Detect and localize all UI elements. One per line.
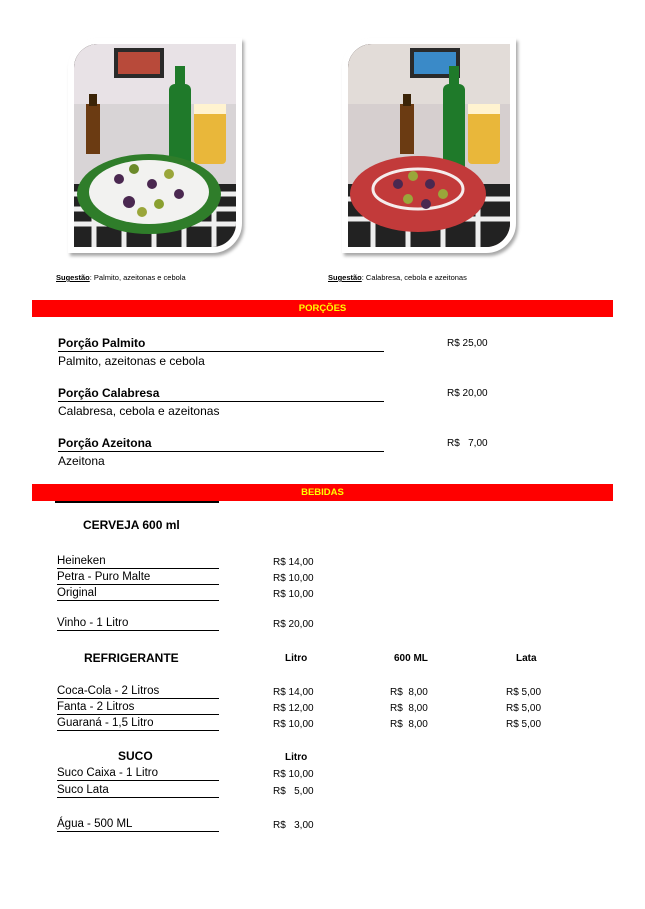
porcao-desc-azeitona: Azeitona — [58, 454, 105, 468]
suco-title: SUCO — [118, 749, 153, 763]
cerveja-item-heineken: Heineken — [57, 555, 219, 569]
refrigerante-guarana-lata: R$ 5,00 — [506, 719, 542, 730]
cerveja-price-petra: R$ 10,00 — [273, 573, 314, 584]
refrigerante-coca-lata: R$ 5,00 — [506, 687, 542, 698]
caption-right — [328, 273, 467, 282]
suco-price-lata: R$ 5,00 — [273, 786, 314, 797]
refrigerante-col-600ml: 600 ML — [394, 653, 428, 664]
cerveja-item-original: Original — [57, 587, 219, 601]
suco-item-caixa: Suco Caixa - 1 Litro — [57, 767, 219, 781]
cerveja-price-heineken: R$ 14,00 — [273, 557, 314, 568]
suco-col-litro: Litro — [285, 752, 308, 763]
photo-calabresa-plate — [342, 38, 516, 253]
refrigerante-guarana-litro: R$ 10,00 — [273, 719, 314, 730]
refrigerante-item-coca: Coca-Cola - 2 Litros — [57, 685, 219, 699]
refrigerante-fanta-litro: R$ 12,00 — [273, 703, 314, 714]
refrigerante-coca-litro: R$ 14,00 — [273, 687, 314, 698]
agua-price: R$ 3,00 — [273, 820, 314, 831]
porcao-title-calabresa: Porção Calabresa — [58, 386, 384, 402]
refrigerante-col-lata: Lata — [516, 653, 537, 664]
porcao-desc-palmito: Palmito, azeitonas e cebola — [58, 354, 205, 368]
caption-left — [56, 273, 186, 282]
caption-right-label: Sugestão — [328, 273, 362, 282]
refrigerante-fanta-lata: R$ 5,00 — [506, 703, 542, 714]
cerveja-price-original: R$ 10,00 — [273, 589, 314, 600]
vinho-item: Vinho - 1 Litro — [57, 617, 219, 631]
photo-palmito-plate — [68, 38, 242, 253]
refrigerante-title: REFRIGERANTE — [84, 651, 179, 665]
refrigerante-fanta-600ml: R$ 8,00 — [390, 703, 428, 714]
vinho-price: R$ 20,00 — [273, 619, 314, 630]
porcoes-header: PORÇÕES — [32, 300, 613, 317]
porcao-price-calabresa: R$ 20,00 — [447, 388, 488, 399]
bebidas-header: BEBIDAS — [32, 484, 613, 501]
caption-left-text: : Palmito, azeitonas e cebola — [89, 273, 186, 282]
porcao-price-palmito: R$ 25,00 — [447, 338, 488, 349]
refrigerante-guarana-600ml: R$ 8,00 — [390, 719, 428, 730]
porcao-desc-calabresa: Calabresa, cebola e azeitonas — [58, 404, 220, 418]
refrigerante-coca-600ml: R$ 8,00 — [390, 687, 428, 698]
cerveja-item-petra: Petra - Puro Malte — [57, 571, 219, 585]
refrigerante-item-fanta: Fanta - 2 Litros — [57, 701, 219, 715]
suco-item-lata: Suco Lata — [57, 784, 219, 798]
caption-right-text: : Calabresa, cebola e azeitonas — [361, 273, 467, 282]
agua-item: Água - 500 ML — [57, 818, 219, 832]
bebidas-divider — [55, 501, 219, 503]
caption-left-label: Sugestão — [56, 273, 90, 282]
porcao-price-azeitona: R$ 7,00 — [447, 438, 488, 449]
refrigerante-col-litro: Litro — [285, 653, 308, 664]
porcao-title-azeitona: Porção Azeitona — [58, 436, 384, 452]
cerveja-title: CERVEJA 600 ml — [83, 518, 180, 532]
porcao-title-palmito: Porção Palmito — [58, 336, 384, 352]
refrigerante-item-guarana: Guaraná - 1,5 Litro — [57, 717, 219, 731]
suco-price-caixa: R$ 10,00 — [273, 769, 314, 780]
